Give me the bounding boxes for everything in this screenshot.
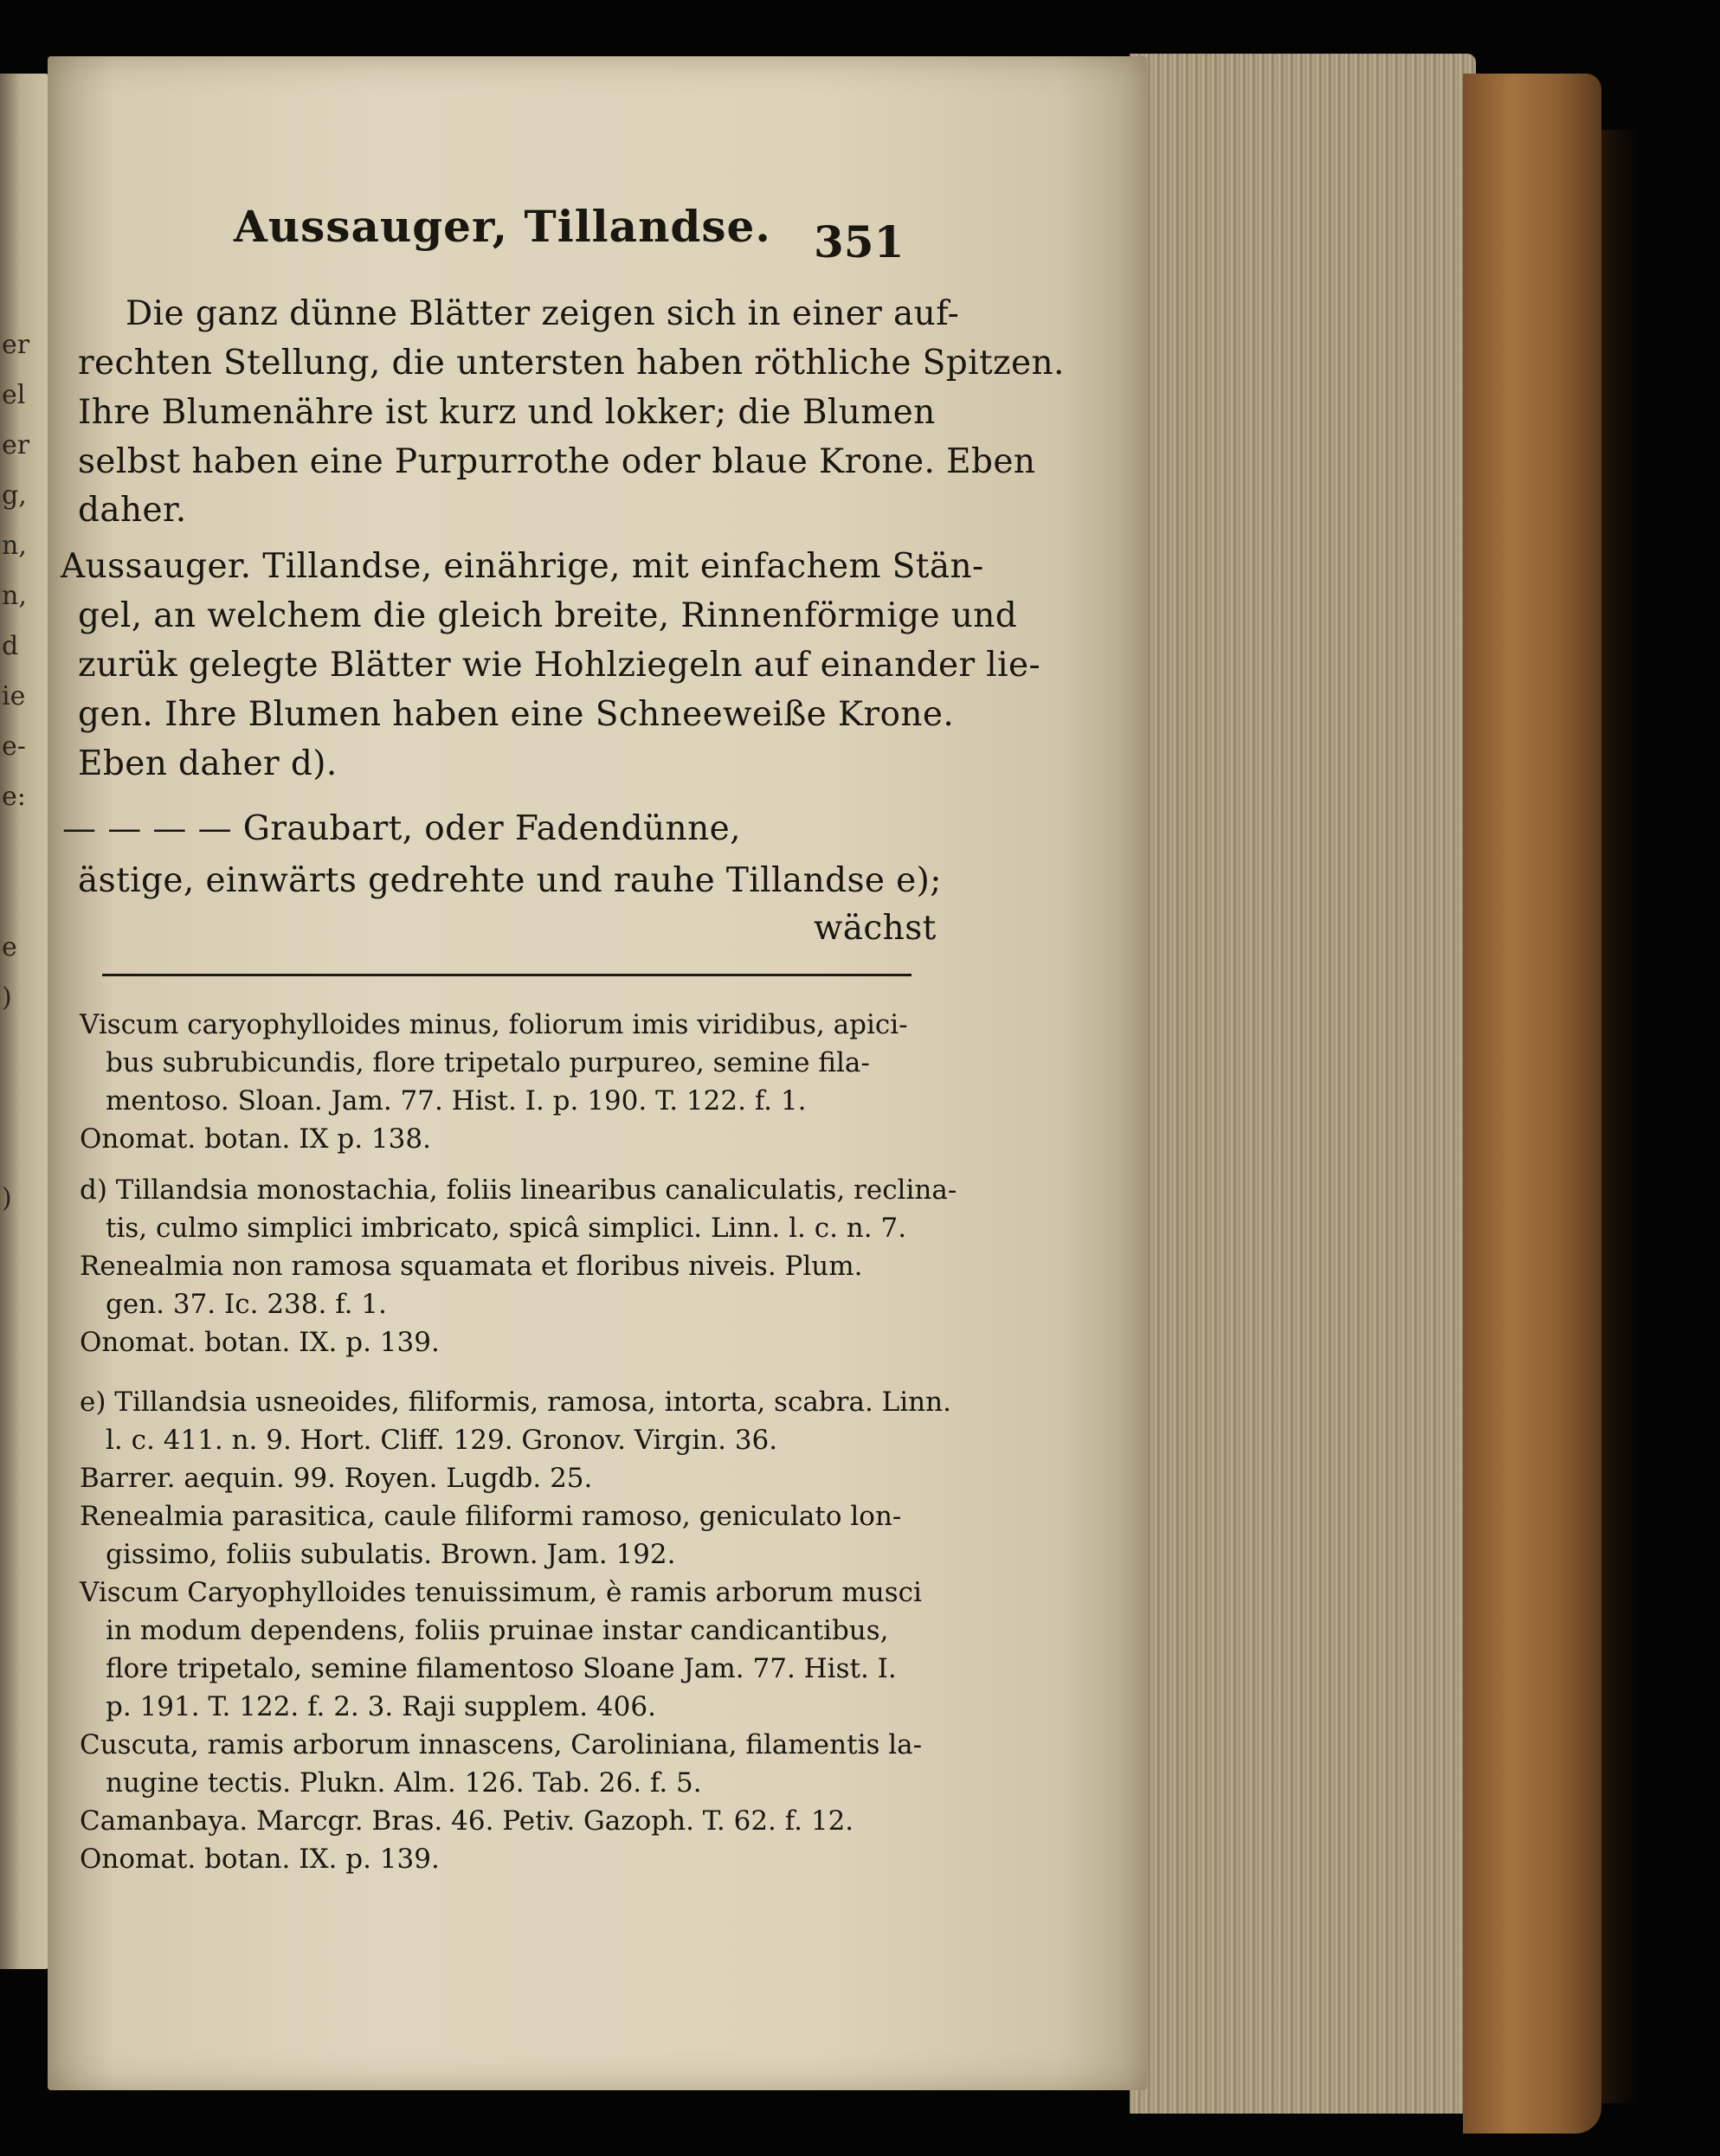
footnote-line: e) Tillandsia usneoides, filiformis, ramosa, intorta, scabra. Linn. <box>80 1387 951 1418</box>
margin-fragment <box>2 1073 36 1123</box>
catchword: wächst <box>814 909 937 948</box>
body-line: gen. Ihre Blumen haben eine Schneeweiße Krone. <box>78 695 955 734</box>
body-line: selbst haben eine Purpurrothe oder blaue Krone. Eben <box>78 442 1036 481</box>
footnote-line: l. c. 411. n. 9. Hort. Cliff. 129. Gronov. Virgin. 36. <box>106 1425 778 1456</box>
body-line: Ihre Blumenähre ist kurz und lokker; die Blumen <box>78 393 936 432</box>
footnote-line: flore tripetalo, semine filamentoso Sloane Jam. 77. Hist. I. <box>106 1653 897 1684</box>
margin-fragment: e: <box>2 782 26 812</box>
footnote-line: Viscum Caryophylloides tenuissimum, è ramis arborum musci <box>80 1577 922 1608</box>
body-line-heading: — — — — Graubart, oder Fadendünne, <box>62 809 741 848</box>
footnote-line: bus subrubicundis, flore tripetalo purpureo, semine fila- <box>106 1047 870 1078</box>
margin-fragment: er <box>2 430 30 460</box>
cover-shadow <box>1601 130 1636 2103</box>
body-line: daher. <box>78 491 187 530</box>
margin-fragment: e- <box>2 731 26 762</box>
footnote-line: Renealmia parasitica, caule filiformi ramoso, geniculato lon- <box>80 1501 902 1532</box>
page-number: 351 <box>814 216 905 267</box>
book-fore-edge <box>1130 54 1476 2114</box>
footnote-line: d) Tillandsia monostachia, foliis linearibus canaliculatis, reclina- <box>80 1175 957 1206</box>
left-page-margin-text <box>2 320 36 1224</box>
footnote-line: in modum dependens, foliis pruinae instar candicantibus, <box>106 1615 889 1646</box>
running-head: Aussauger, Tillandse. <box>234 201 771 252</box>
margin-fragment: er <box>2 330 30 360</box>
footnote-line: nugine tectis. Plukn. Alm. 126. Tab. 26. f. 5. <box>106 1767 702 1799</box>
body-line: gel, an welchem die gleich breite, Rinnenförmige und <box>78 596 1018 635</box>
footnote-line: gen. 37. Ic. 238. f. 1. <box>106 1289 387 1320</box>
margin-fragment: g, <box>2 480 27 511</box>
footnote-line: Camanbaya. Marcgr. Bras. 46. Petiv. Gazoph. T. 62. f. 12. <box>80 1805 854 1837</box>
margin-fragment <box>2 1123 36 1174</box>
footnote-line: Viscum caryophylloides minus, foliorum imis viridibus, apici- <box>80 1009 908 1040</box>
body-line: Eben daher d). <box>78 744 338 783</box>
footnote-line: tis, culmo simplici imbricato, spicâ simplici. Linn. l. c. n. 7. <box>106 1213 907 1244</box>
book-cover <box>1463 74 1601 2133</box>
margin-fragment: el <box>2 380 26 410</box>
margin-fragment: ie <box>2 681 26 711</box>
body-line: Die ganz dünne Blätter zeigen sich in einer auf- <box>126 294 960 333</box>
body-line: rechten Stellung, die untersten haben röthliche Spitzen. <box>78 344 1065 383</box>
margin-fragment: ) <box>2 982 12 1013</box>
footnote-line: mentoso. Sloan. Jam. 77. Hist. I. p. 190. T. 122. f. 1. <box>106 1085 807 1117</box>
margin-fragment <box>2 822 36 872</box>
body-line: zurük gelegte Blätter wie Hohlziegeln auf einander lie- <box>78 646 1041 685</box>
margin-fragment <box>2 872 36 923</box>
margin-fragment: d <box>2 631 19 661</box>
footnote-rule <box>102 974 912 976</box>
footnote-line: Renealmia non ramosa squamata et floribus niveis. Plum. <box>80 1251 863 1282</box>
margin-fragment: e <box>2 932 17 962</box>
footnote-line: Barrer. aequin. 99. Royen. Lugdb. 25. <box>80 1463 593 1494</box>
footnote-line: Cuscuta, ramis arborum innascens, Caroliniana, filamentis la- <box>80 1729 923 1760</box>
margin-fragment: n, <box>2 531 27 561</box>
footnote-line: p. 191. T. 122. f. 2. 3. Raji supplem. 406. <box>106 1691 656 1722</box>
margin-fragment: ) <box>2 1183 12 1213</box>
margin-fragment: n, <box>2 581 27 611</box>
body-line: ästige, einwärts gedrehte und rauhe Tillandse e); <box>78 861 942 900</box>
margin-fragment <box>2 1023 36 1073</box>
body-line: Aussauger. Tillandse, einährige, mit einfachem Stän- <box>61 547 984 586</box>
footnote-line: Onomat. botan. IX. p. 139. <box>80 1327 440 1358</box>
footnote-line: Onomat. botan. IX p. 138. <box>80 1123 431 1155</box>
footnote-line: Onomat. botan. IX. p. 139. <box>80 1844 440 1875</box>
footnote-line: gissimo, foliis subulatis. Brown. Jam. 192. <box>106 1539 676 1570</box>
